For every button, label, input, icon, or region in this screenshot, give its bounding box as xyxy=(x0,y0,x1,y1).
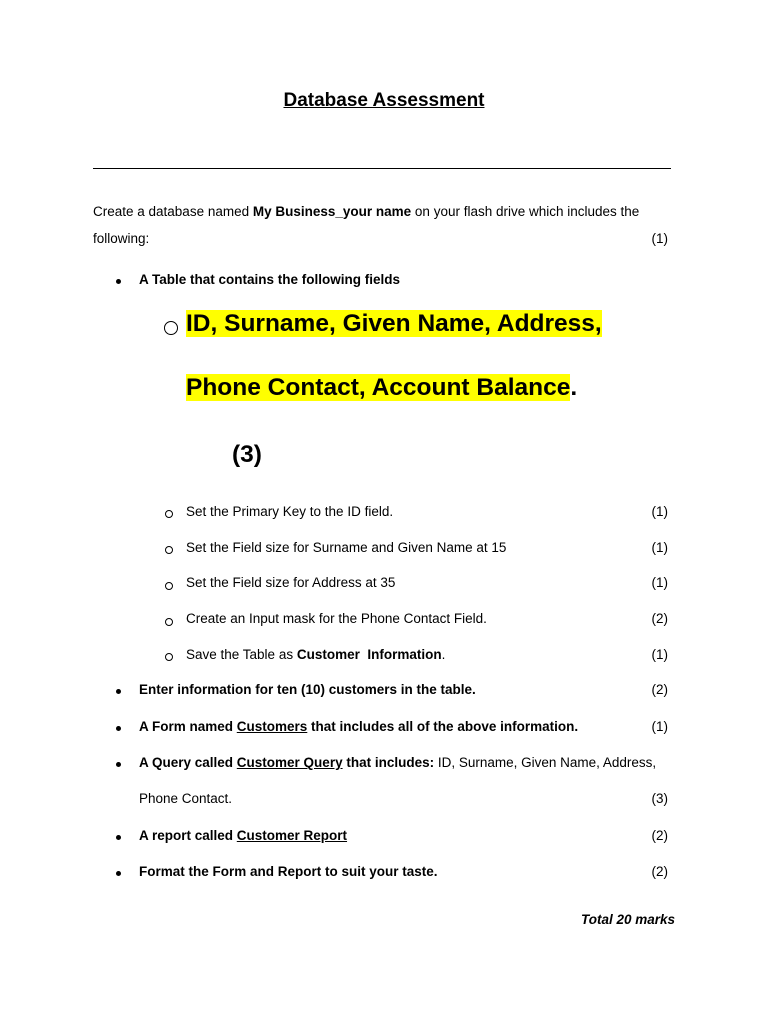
bullet-mark: (2) xyxy=(651,828,668,843)
sub-item-field-size-address: Set the Field size for Address at 35 xyxy=(186,575,396,590)
fields-line-2-text: Phone Contact, Account Balance xyxy=(186,374,571,401)
save-table-end: . xyxy=(441,647,446,662)
save-table-text: Save the Table as xyxy=(186,647,297,662)
query-text: A Query called xyxy=(139,755,237,770)
divider xyxy=(93,168,671,169)
bullet-format: Format the Form and Report to suit your taste. xyxy=(139,864,438,879)
bullet-report xyxy=(139,828,347,843)
bullet-mark: (2) xyxy=(651,864,668,879)
bullet-dot xyxy=(116,835,121,840)
sub-item-input-mask: Create an Input mask for the Phone Contact Field. xyxy=(186,611,487,626)
total-marks: Total 20 marks xyxy=(580,912,675,927)
sub-item-primary-key: Set the Primary Key to the ID field. xyxy=(186,504,394,519)
fields-line-1-text: ID, Surname, Given Name, Address, xyxy=(186,310,602,337)
query-fields: ID, Surname, Given Name, Address, xyxy=(434,755,657,770)
page-title: Database Assessment xyxy=(283,90,485,111)
fields-mark: (3) xyxy=(232,441,262,468)
bullet-dot xyxy=(116,689,121,694)
bullet-dot xyxy=(116,726,121,731)
bullet-dot xyxy=(116,279,121,284)
intro-text-cont: on your flash drive which includes the xyxy=(411,204,640,219)
bullet-form xyxy=(139,719,578,734)
circle-bullet-icon xyxy=(165,510,173,518)
query-text-cont: that includes: xyxy=(342,755,435,770)
bullet-query xyxy=(139,755,656,770)
bullet-mark: (2) xyxy=(651,682,668,697)
bullet-dot xyxy=(116,762,121,767)
bullet-mark: (3) xyxy=(651,791,668,806)
report-name: Customer Report xyxy=(236,828,348,843)
intro-line-2: following: xyxy=(93,231,150,246)
intro-mark: (1) xyxy=(651,231,668,246)
bullet-mark: (1) xyxy=(651,719,668,734)
bullet-query-line-2: Phone Contact. xyxy=(139,791,233,806)
fields-line-1 xyxy=(186,310,602,338)
sub-item-mark: (1) xyxy=(651,504,668,519)
intro-text: Create a database named xyxy=(93,204,253,219)
sub-item-mark: (1) xyxy=(651,575,668,590)
circle-bullet-icon xyxy=(165,653,173,661)
circle-bullet-icon xyxy=(165,618,173,626)
circle-bullet-icon xyxy=(165,582,173,590)
sub-item-save-table xyxy=(186,647,445,662)
query-name: Customer Query xyxy=(236,755,343,770)
form-text: A Form named xyxy=(139,719,237,734)
form-name: Customers xyxy=(236,719,308,734)
bullet-enter-info: Enter information for ten (10) customers in the table. xyxy=(139,682,476,697)
intro-line-1 xyxy=(93,204,639,219)
sub-item-mark: (1) xyxy=(651,540,668,555)
form-text-cont: that includes all of the above information. xyxy=(307,719,579,734)
table-name: Customer Information xyxy=(296,647,442,662)
fields-line-2 xyxy=(186,374,577,402)
sub-item-mark: (2) xyxy=(651,611,668,626)
table-item: A Table that contains the following fields xyxy=(139,272,401,287)
circle-bullet-icon xyxy=(165,546,173,554)
bullet-dot xyxy=(116,871,121,876)
report-text: A report called xyxy=(139,828,237,843)
sub-item-mark: (1) xyxy=(651,647,668,662)
circle-bullet-icon xyxy=(164,321,178,335)
database-name: My Business_your name xyxy=(252,204,412,219)
sub-item-field-size-names: Set the Field size for Surname and Given Name at 15 xyxy=(186,540,507,555)
fields-line-2-end: . xyxy=(570,374,578,401)
